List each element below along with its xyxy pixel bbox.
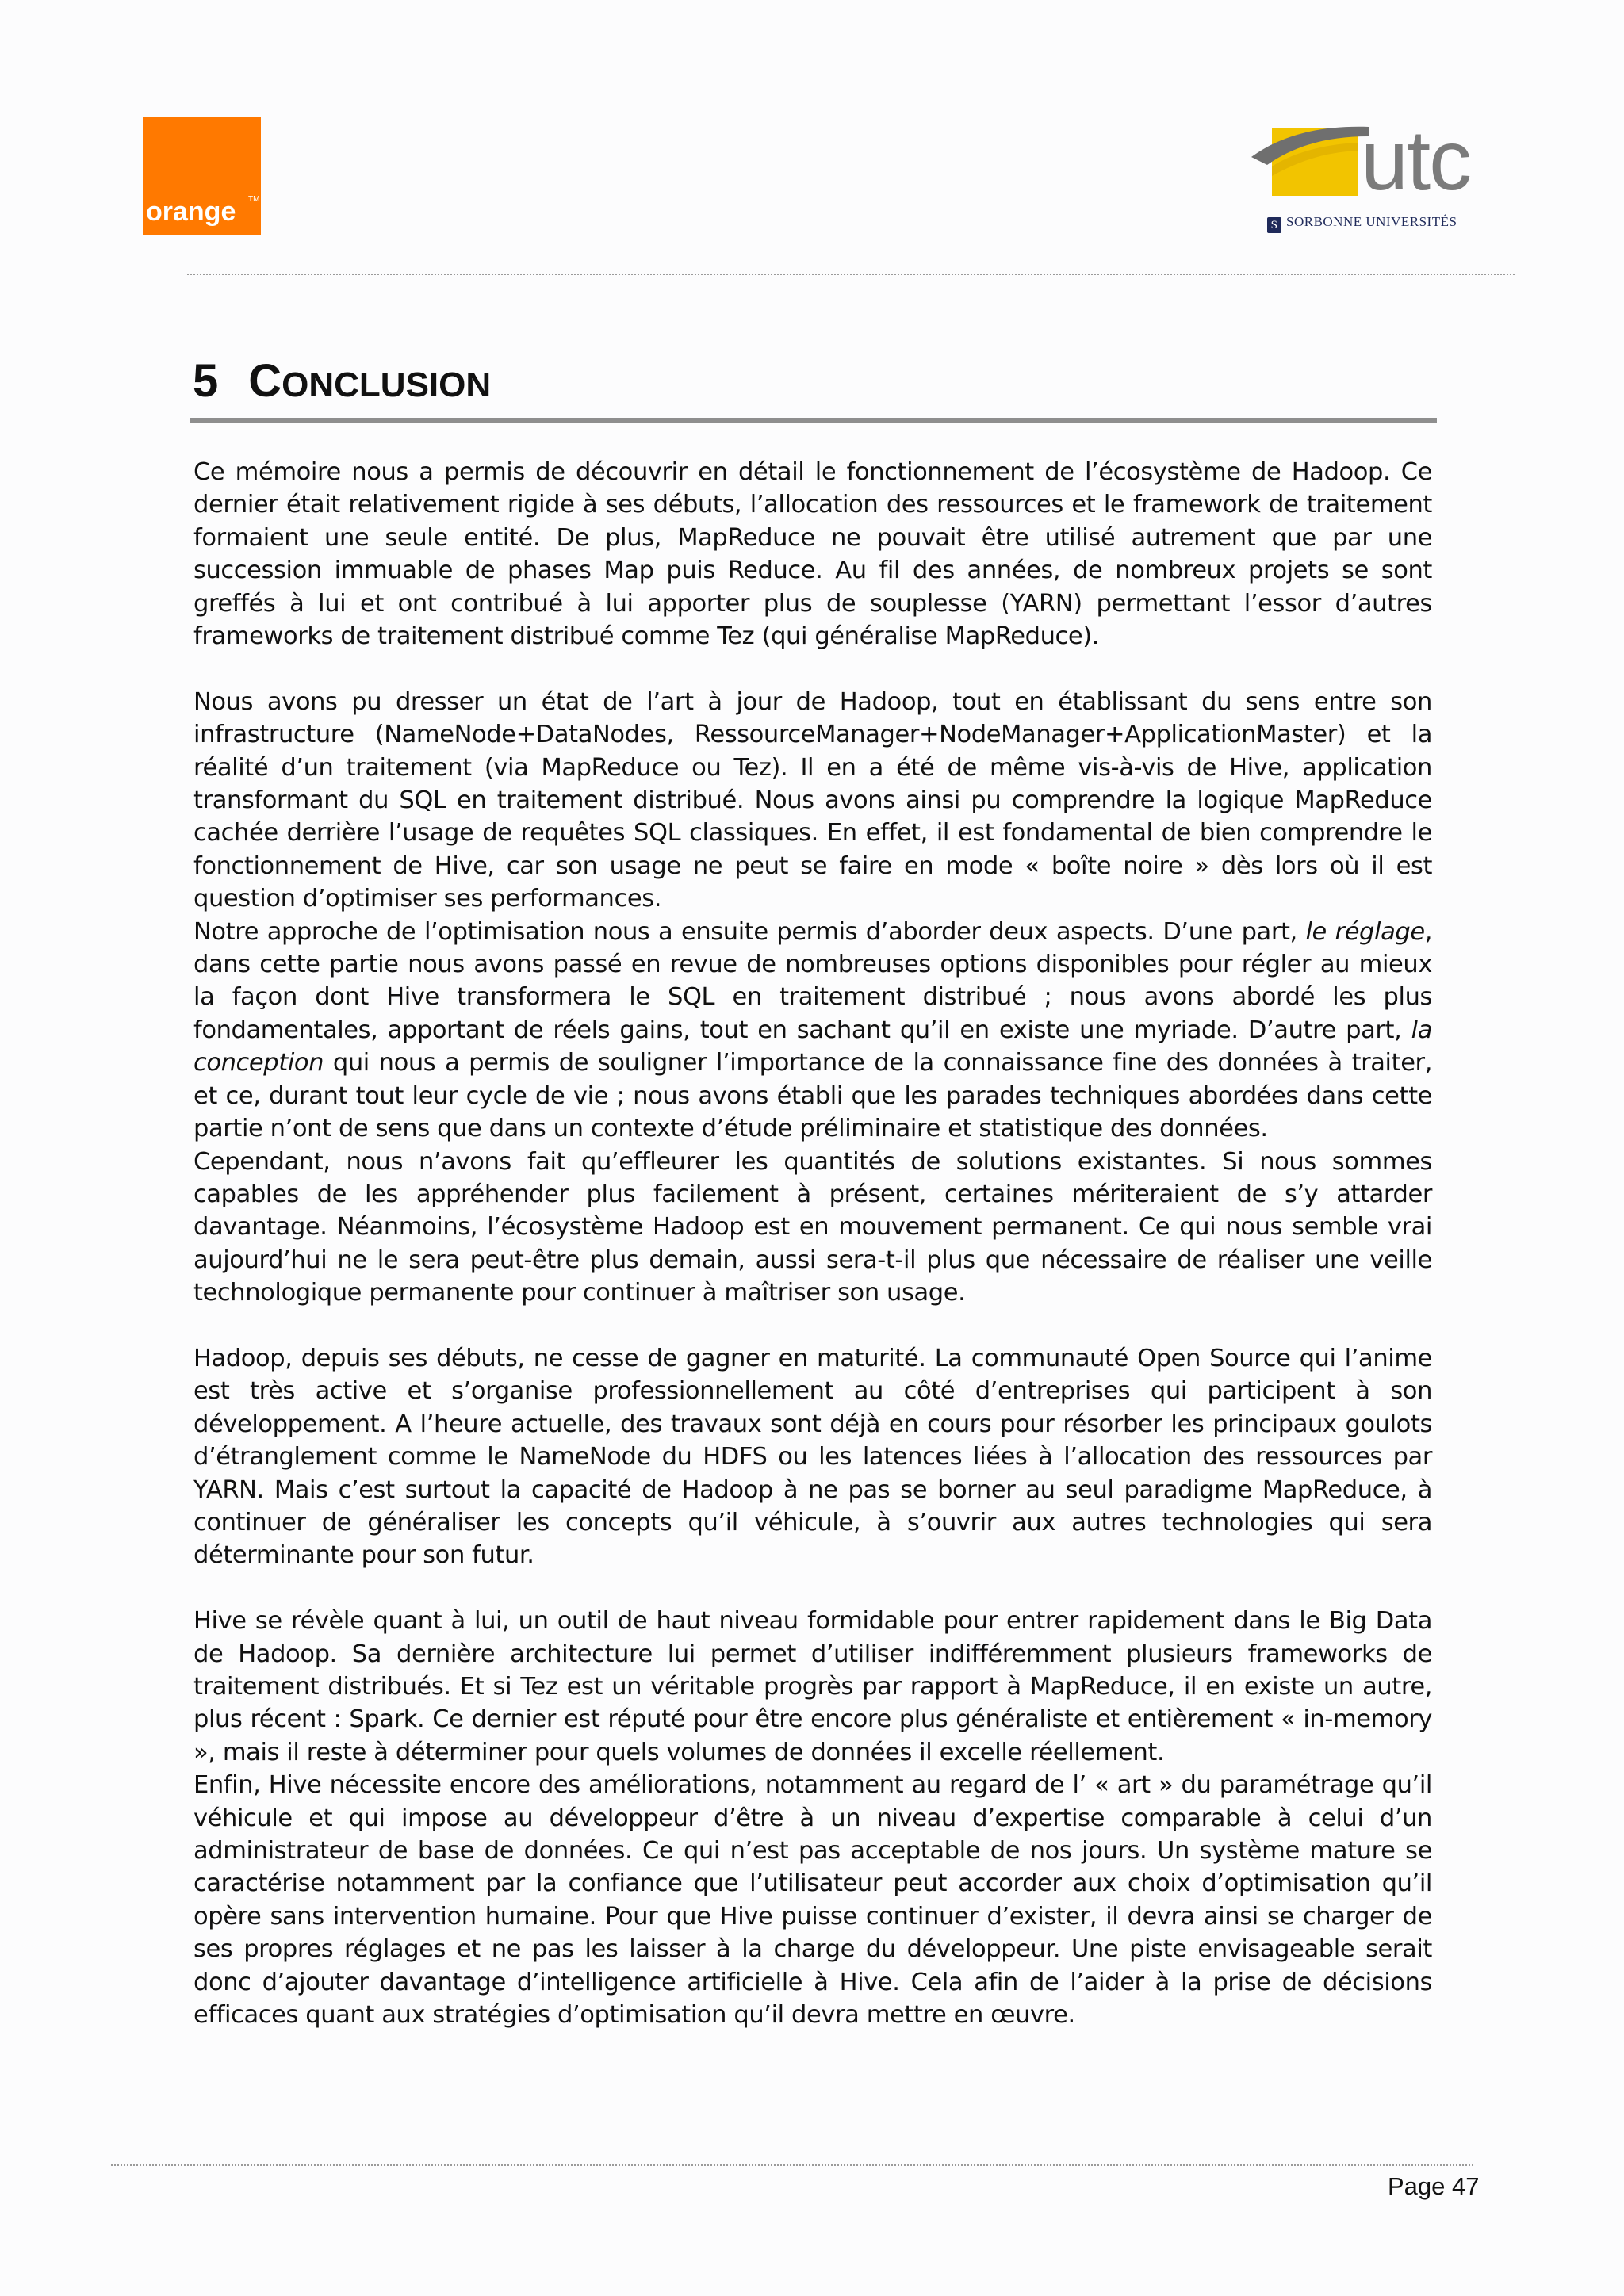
chapter-title-rest: ONCLUSION — [282, 365, 492, 404]
paragraph-1: Ce mémoire nous a permis de découvrir en détail le fonctionnement de l’écosystème de Hadoop. Ce dernier était relativement rigide à ses débuts, l’allocation des ressources et le framework de traitement formaient une seule entité. De plus, MapReduce ne pouvait être utilisé autrement que par une succession immuable de phases Map puis Reduce. Au fil des années, de nombreux projets se sont greffés à lui et ont contribué à lui apporter plus de souplesse (YARN) permettant l’essor d’autres frameworks de traitement distribué comme Tez (qui généralise MapReduce). — [193, 458, 1432, 651]
orange-logo — [143, 117, 261, 235]
chapter-title-initial: C — [248, 355, 282, 407]
paragraph-4: Cependant, nous n’avons fait qu’effleurer les quantités de solutions existantes. Si nous sommes capables de les appréhender plus facilement à présent, certaines mériteraient de s’y attarder davantage. Néanmoins, l’écosystème Hadoop est en mouvement permanent. Ce qui nous semble vrai aujourd’hui ne le sera peut-être plus demain, aussi sera-t-il plus que nécessaire de réaliser une veille technologique permanente pour continuer à maîtriser son usage. — [193, 1147, 1432, 1307]
paragraph-3-emphasis-reglage: le réglage — [1305, 917, 1425, 946]
paragraph-3-part-b: , dans cette partie nous avons passé en revue de nombreuses options disponibles pour régler au mieux la façon dont Hive transformera le SQL en traitement distribué ; nous avons abordé les plus fondamentales, apportant de réels gains, tout en sachant qu’il en existe une myriade. D’autre part, — [193, 917, 1433, 1044]
conclusion-body — [193, 456, 1432, 2031]
utc-logo-subtitle — [1267, 214, 1457, 233]
sorbonne-shield-icon: S — [1267, 217, 1281, 233]
orange-logo-text: orange — [146, 197, 236, 227]
paragraph-2: Nous avons pu dresser un état de l’art à jour de Hadoop, tout en établissant du sens entre son infrastructure (NameNode+DataNodes, RessourceManager+NodeManager+ApplicationMaster) et la réalité d’un traitement (via MapReduce ou Tez). Il en a été de même vis-à-vis de Hive, application transformant du SQL en traitement distribué. Nous avons ainsi pu comprendre la logique MapReduce cachée derrière l’usage de requêtes SQL classiques. En effet, il est fondamental de bien comprendre le fonctionnement de Hive, car son usage ne peut se faire en mode « boîte noire » dès lors où il est question d’optimiser ses performances. — [193, 687, 1432, 913]
orange-logo-tm: TM — [248, 195, 260, 204]
paragraph-3-part-a: Notre approche de l’optimisation nous a ensuite permis d’aborder deux aspects. D’une part, — [193, 917, 1306, 946]
page-number: Page 47 — [1388, 2172, 1480, 2200]
paragraph-3 — [193, 916, 1432, 1146]
chapter-number: 5 — [193, 355, 219, 407]
header-divider — [187, 274, 1515, 275]
utc-logo-text: utc — [1361, 112, 1471, 208]
paragraph-3-part-c: qui nous a permis de souligner l’importance de la connaissance fine des données à traiter, et ce, durant tout leur cycle de vie ; nous avons établi que les parades techniques abordées dans cette partie n’ont de sens que dans un contexte d’étude préliminaire et statistique des données. — [193, 1049, 1432, 1143]
paragraph-5: Hadoop, depuis ses débuts, ne cesse de gagner en maturité. La communauté Open Source qui l’anime est très active et s’organise professionnellement au côté d’entreprises qui participent à son développement. A l’heure actuelle, des travaux sont déjà en cours pour résorber les principaux goulots d’étranglement comme le NameNode du HDFS ou les latences liées à l’allocation des ressources par YARN. Mais c’est surtout la capacité de Hadoop à ne pas se borner au seul paradigme MapReduce, à continuer de généraliser les concepts qu’il véhicule, à s’ouvrir aux autres technologies qui sera déterminante pour son futur. — [193, 1344, 1432, 1570]
utc-logo — [1250, 111, 1511, 238]
paragraph-7: Enfin, Hive nécessite encore des améliorations, notamment au regard de l’ « art » du paramétrage qu’il véhicule et qui impose au développeur d’être à un niveau d’expertise comparable à celui d’un administrateur de base de données. Ce qui n’est pas acceptable de nos jours. Un système mature se caractérise notamment par la confiance que l’utilisateur peut accorder aux choix d’optimisation qu’il opère sans intervention humaine. Pour que Hive puisse continuer d’exister, il devra ainsi se charger de ses propres réglages et ne pas les laisser à la charge du développeur. Une piste envisageable serait donc d’ajouter davantage d’intelligence artificielle à Hive. Cela afin de l’aider à la prise de décisions efficaces quant aux stratégies d’optimisation qu’il devra mettre en œuvre. — [193, 1771, 1432, 2030]
title-underline — [190, 418, 1437, 423]
paragraph-6: Hive se révèle quant à lui, un outil de haut niveau formidable pour entrer rapidement dans le Big Data de Hadoop. Sa dernière architecture lui permet d’utiliser indifféremment plusieurs frameworks de traitement distribués. Et si Tez est un véritable progrès par rapport à MapReduce, il en existe un autre, plus récent : Spark. Ce dernier est réputé pour être encore plus généraliste et entièrement « in-memory », mais il reste à déterminer pour quels volumes de données il excelle réellement. — [193, 1607, 1432, 1766]
footer-divider — [111, 2164, 1473, 2166]
utc-emblem-icon — [1250, 111, 1369, 206]
paragraph-3-emphasis-conception: la conception — [193, 1016, 1432, 1077]
utc-subtitle-text: SORBONNE UNIVERSITÉS — [1286, 214, 1457, 229]
chapter-title — [193, 355, 492, 407]
